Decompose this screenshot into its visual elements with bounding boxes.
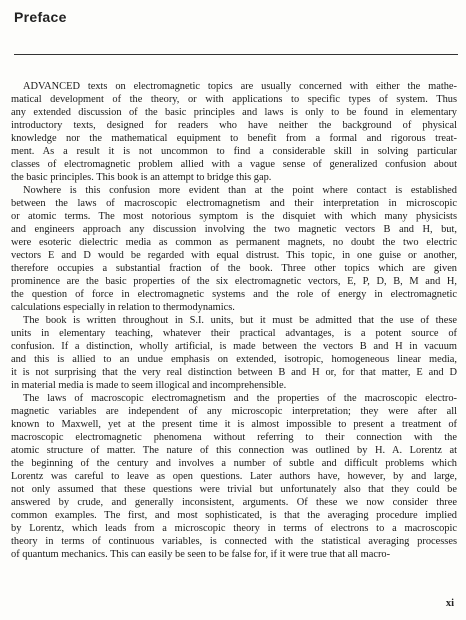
text-line: therefore occupies a substantial fraction of the book. Three other topics which are given <box>11 263 457 274</box>
paragraph <box>11 80 457 184</box>
text-line: were esoteric dielectric media as common as permanent magnets, no doubt the two electric <box>11 237 457 248</box>
text-line: ADVANCED texts on electromagnetic topics are usually concerned with either the mathe- <box>23 81 457 92</box>
text-line: vectors E and D would be regarded with equal distrust. This topic, in one guise or another, <box>11 250 457 261</box>
text-line: macroscopic electromagnetic phenomena without referring to their connection with the <box>11 432 457 443</box>
text-line: units in elementary teaching, whatever their practical advantages, is a potent source of <box>11 328 457 339</box>
text-line: between the laws of macroscopic electromagnetism and their interpretation in microscopic <box>11 198 457 209</box>
text-line: classes of electromagnetic problem allied with a vague sense of generalized confusion about <box>11 159 457 170</box>
paragraph <box>11 392 457 561</box>
text-line: matical development of the theory, or with applications to specific types of system. Thus <box>11 94 457 105</box>
text-line: the basic principles. This book is an attempt to bridge this gap. <box>11 172 272 183</box>
text-line: of quantum mechanics. This can easily be seen to be false for, if it were true that all macro- <box>11 549 391 560</box>
text-line: Lorentz was careful to leave as open questions. Later authors have, however, by and large, <box>11 471 457 482</box>
text-line: answered by crude, and generally inconsistent, arguments. Of these we now consider three <box>11 497 457 508</box>
heading-rule <box>14 54 458 55</box>
text-line: knowledge nor the mathematical equipment to benefit from a formal and rigorous treat- <box>11 133 457 144</box>
paragraph <box>11 184 457 314</box>
text-line: and engineers approach any discussion involving the two magnetic vectors B and H, but, <box>11 224 457 235</box>
text-line: atomic structure of matter. The nature of this connection was outlined by H. A. Lorentz at <box>11 445 457 456</box>
text-line: not only assumed that these questions were trivial but unfortunately also that they could be <box>11 484 457 495</box>
text-line: theory in terms of continuous variables, is connected with the statistical averaging processes <box>11 536 457 547</box>
text-line: magnetic variables are independent of any microscopic interpretation; they were after all <box>11 406 457 417</box>
preface-body <box>11 80 457 561</box>
text-line: calculations especially in relation to thermodynamics. <box>11 302 235 313</box>
text-line: the question of force in electromagnetic systems and the role of energy in electromagnetic <box>11 289 457 300</box>
text-line: the beginning of the century and involves a number of subtle and difficult problems which <box>11 458 457 469</box>
text-line: The book is written throughout in S.I. units, but it must be admitted that the use of these <box>23 315 457 326</box>
text-line: ment. As a result it is not uncommon to find a considerable skill in solving particular <box>11 146 457 157</box>
text-line: any extended discussion of the basic principles and laws is only to be found in elementary <box>11 107 457 118</box>
text-line: introductory texts, designed for readers who have neither the background of physical <box>11 120 457 131</box>
page-number: xi <box>445 598 454 609</box>
page-heading: Preface <box>14 9 67 25</box>
text-line: The laws of macroscopic electromagnetism and the properties of the macroscopic electro- <box>23 393 457 404</box>
paragraph <box>11 314 457 392</box>
text-line: or atomic terms. The most notorious symptom is the disquiet with which many physicists <box>11 211 457 222</box>
text-line: in material media is made to seem illogical and incomprehensible. <box>11 380 287 391</box>
text-line: and this is allied to an undue emphasis on extended, isotropic, homogeneous linear media, <box>11 354 457 365</box>
text-line: prominence are the basic properties of the six electromagnetic vectors, E, P, D, B, M and H, <box>11 276 457 287</box>
text-line: Nowhere is this confusion more evident than at the point where contact is established <box>23 185 457 196</box>
text-line: known to Maxwell, yet at the present time it is almost impossible to present a treatment of <box>11 419 457 430</box>
text-line: it is not surprising that the very real distinction between B and H or, for that matter, E and D <box>11 367 457 378</box>
text-line: common examples. The first, and most sophisticated, is that the averaging procedure implied <box>11 510 457 521</box>
text-line: confusion. If a distinction, wholly artificial, is made between the vectors B and H in vacuum <box>11 341 457 352</box>
text-line: by Lorentz, which leads from a microscopic theory in terms of electrons to a macroscopic <box>11 523 457 534</box>
